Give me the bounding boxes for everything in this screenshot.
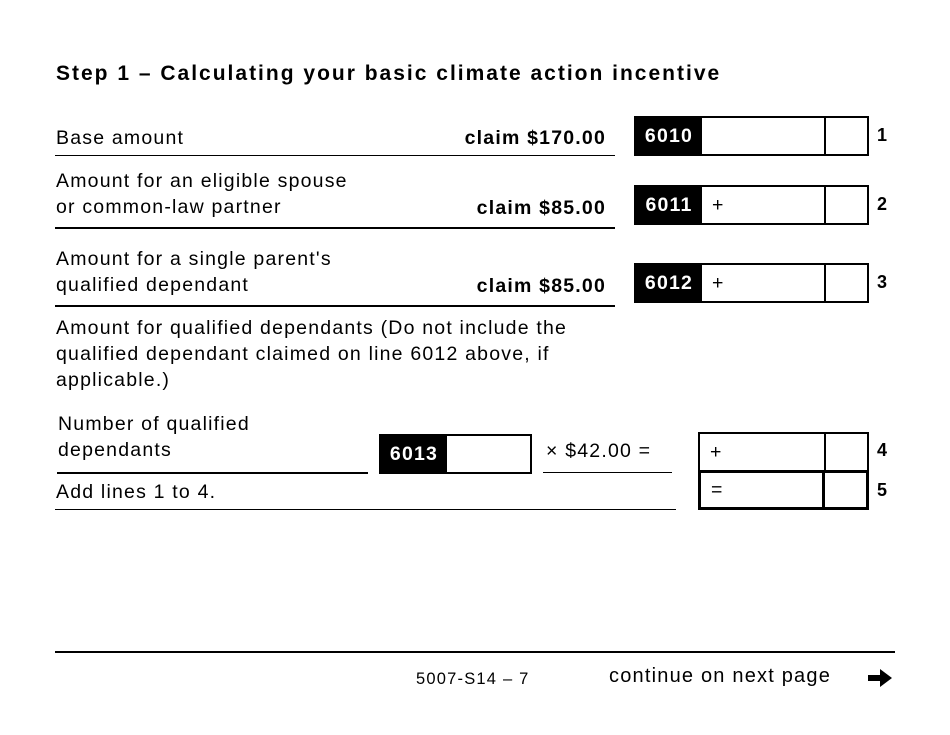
line-6012-cents-input[interactable] xyxy=(826,265,867,301)
dependants-text-line2: qualified dependant claimed on line 6012 above, if xyxy=(56,343,550,365)
spouse-amount-claim: claim $85.00 xyxy=(476,197,606,219)
line-4-cents-input[interactable] xyxy=(826,434,867,470)
line-number-3: 3 xyxy=(877,272,889,292)
dependants-count-label-line1: Number of qualified xyxy=(58,413,250,435)
continue-next-page: continue on next page xyxy=(609,665,832,687)
line-code-6012: 6012 xyxy=(636,265,702,301)
dependants-text-line1: Amount for qualified dependants (Do not include the xyxy=(56,317,568,339)
line-6010-dollars-input[interactable] xyxy=(702,118,826,154)
dependants-count-label-line2: dependants xyxy=(58,439,172,461)
dependants-multiplier: × $42.00 = xyxy=(546,440,652,462)
line-1-rule xyxy=(55,155,615,156)
line-6011-dollars-input[interactable]: + xyxy=(702,187,826,223)
line-6011-cents-input[interactable] xyxy=(826,187,867,223)
single-parent-claim: claim $85.00 xyxy=(476,275,606,297)
spouse-amount-label-line2: or common-law partner xyxy=(56,196,282,218)
arrow-right-icon xyxy=(866,666,894,690)
line-number-4: 4 xyxy=(877,440,889,460)
line-6013-field[interactable] xyxy=(379,434,532,474)
line-code-6013: 6013 xyxy=(381,436,447,472)
line-number-2: 2 xyxy=(877,194,889,214)
line-6010-cents-input[interactable] xyxy=(826,118,867,154)
multiplier-rule xyxy=(543,472,672,473)
line-6013-count-input[interactable] xyxy=(447,436,530,472)
total-rule xyxy=(55,509,676,510)
line-2-rule xyxy=(55,227,615,229)
dependants-text-line3: applicable.) xyxy=(56,369,171,391)
section-title: Step 1 – Calculating your basic climate action incentive xyxy=(56,62,722,85)
form-page-id: 5007-S14 – 7 xyxy=(416,670,530,688)
line-6010-field[interactable] xyxy=(634,116,869,156)
line-4-field[interactable] xyxy=(698,432,869,472)
line-5-cents-input[interactable] xyxy=(825,473,866,507)
line-number-1: 1 xyxy=(877,125,889,145)
dependants-count-rule xyxy=(57,472,368,474)
line-6011-field[interactable] xyxy=(634,185,869,225)
spouse-amount-label-line1: Amount for an eligible spouse xyxy=(56,170,348,192)
line-number-5: 5 xyxy=(877,480,889,500)
footer-rule xyxy=(55,651,895,653)
single-parent-label-line2: qualified dependant xyxy=(56,274,250,296)
line-3-rule xyxy=(55,305,615,307)
line-code-6010: 6010 xyxy=(636,118,702,154)
single-parent-label-line1: Amount for a single parent's xyxy=(56,248,332,270)
line-6012-dollars-input[interactable]: + xyxy=(702,265,826,301)
line-4-dollars-input[interactable]: + xyxy=(700,434,826,470)
base-amount-claim: claim $170.00 xyxy=(464,127,606,149)
base-amount-label: Base amount xyxy=(56,127,185,149)
line-6012-field[interactable] xyxy=(634,263,869,303)
total-label: Add lines 1 to 4. xyxy=(56,481,217,503)
line-5-field[interactable] xyxy=(698,470,869,510)
line-code-6011: 6011 xyxy=(636,187,702,223)
line-5-dollars-input[interactable]: = xyxy=(701,473,825,507)
